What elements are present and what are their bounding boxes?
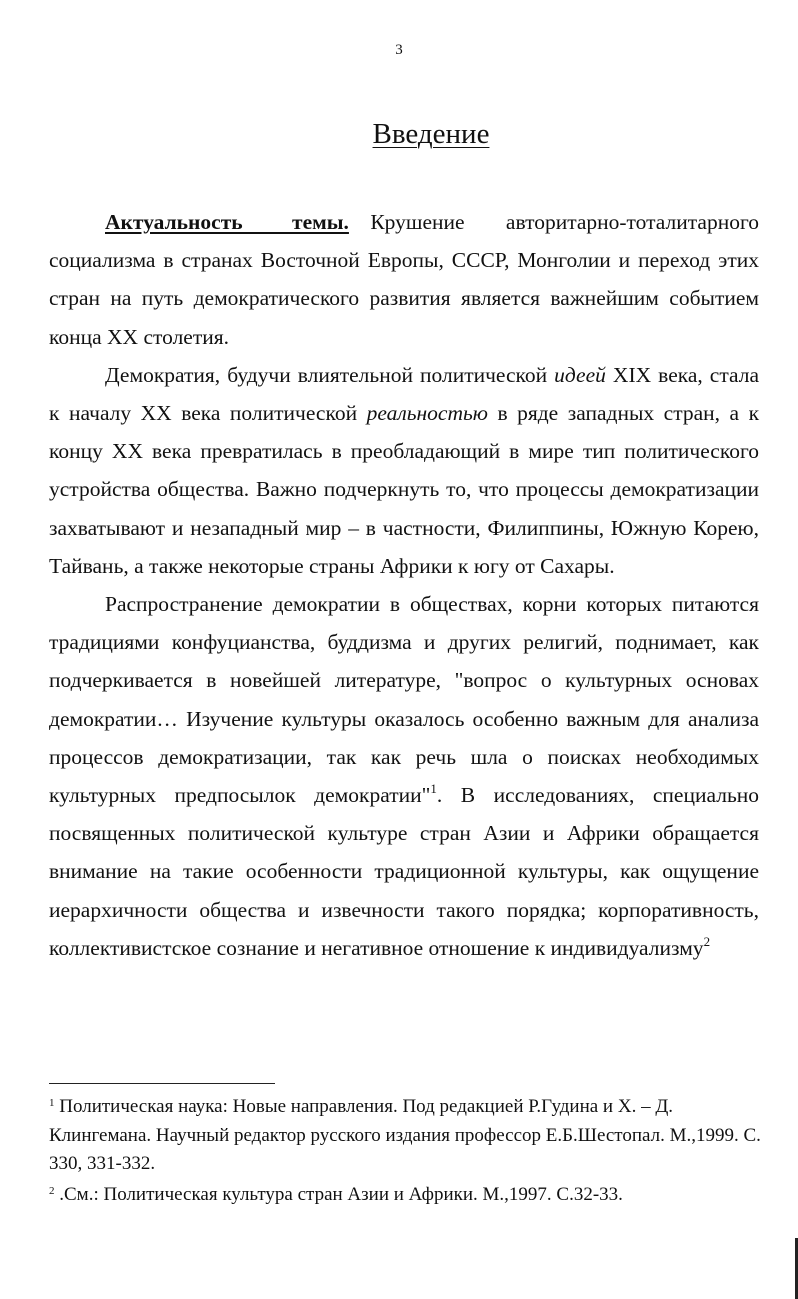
spread-text-2: . В исследованиях, специально посвященных политической культуре стран Азии и Африки обращается внимание на такие особенности традиционной культуры, как ощущение иерархичности общества и извечности такого порядка; корпоративность, коллективистское сознание и негативное отношение к индивидуализму bbox=[49, 783, 760, 960]
footnote-1 bbox=[49, 1093, 779, 1179]
relevance-heading: Актуальность темы. bbox=[105, 210, 349, 234]
page-title: Введение bbox=[372, 118, 490, 150]
paragraph-democracy bbox=[49, 356, 759, 585]
footnotes bbox=[49, 1093, 779, 1211]
democracy-italic-reality: реальностью bbox=[366, 401, 488, 426]
relevance-text: социализма в странах Восточной Европы, СССР, Монголии и переход этих стран на путь демократического развития является важнейшим событием конца XX столетия. bbox=[49, 248, 759, 349]
democracy-text-2: XIX века, стала к началу XX века политической bbox=[49, 362, 759, 426]
footnote-mark-1: 1 bbox=[49, 1097, 55, 1109]
democracy-text-3: в ряде западных стран, а к концу XX века превратилась в преобладающий в мире тип политического устройства общества. Важно подчеркнуть то, что процессы демократизации захватывают и незападный мир – в частности, Филиппины, Южную Корею, Тайвань, а также некоторые страны Африки к югу от Сахары. bbox=[49, 401, 760, 578]
footnote-2 bbox=[49, 1181, 779, 1210]
relevance-lead-text: Крушение авторитарно-тоталитарного bbox=[370, 210, 760, 234]
footnote-ref-2[interactable]: 2 bbox=[703, 933, 711, 949]
footnote-text-1: Политическая наука: Новые направления. Под редакцией Р.Гудина и Х. – Д. Клингемана. Научный редактор русского издания профессор Е.Б.Шестопал. М.,1999. С. 330, 331-332. bbox=[49, 1096, 761, 1174]
footnote-mark-2: 2 bbox=[49, 1184, 55, 1197]
paragraph-relevance bbox=[49, 203, 759, 356]
footnote-separator bbox=[49, 1083, 275, 1084]
paragraph-spread bbox=[49, 585, 759, 967]
page-number: 3 bbox=[395, 42, 403, 58]
footnote-ref-1[interactable]: 1 bbox=[430, 781, 437, 797]
main-text bbox=[49, 203, 759, 967]
spread-text-1: Распространение демократии в обществах, корни которых питаются традициями конфуцианства, буддизма и других религий, поднимает, как подчеркивается в новейшей литературе, "вопрос о культурных основах демократии… Изучение культуры оказалось особенно важным для анализа процессов демократизации, так как речь шла о поисках необходимых культурных предпосылок демократии" bbox=[49, 592, 759, 808]
footnote-text-2: .См.: Политическая культура стран Азии и Африки. М.,1997. С.32-33. bbox=[54, 1183, 623, 1205]
democracy-italic-idea: идеей bbox=[554, 362, 606, 387]
democracy-text-1: Демократия, будучи влиятельной политической bbox=[105, 362, 555, 387]
